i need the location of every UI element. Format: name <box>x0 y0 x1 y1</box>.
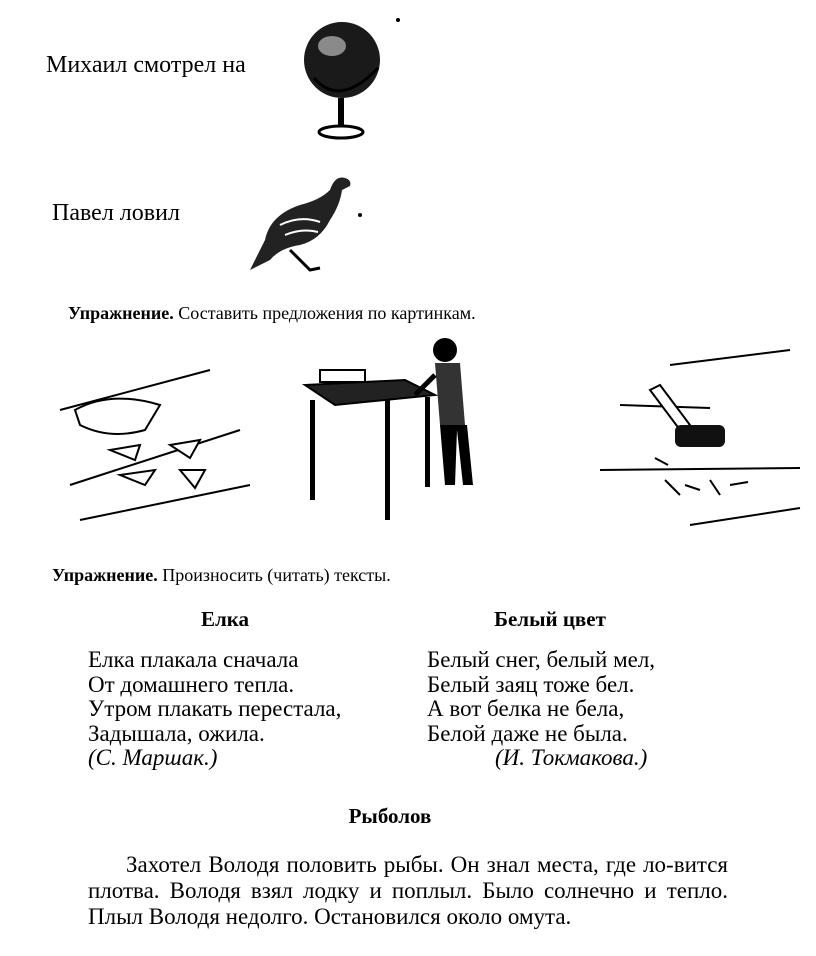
pigeon-icon <box>230 160 360 280</box>
story-title: Рыболов <box>348 804 432 828</box>
poem-2-line: Белой даже не была. <box>427 720 628 746</box>
hammer-and-nails-icon <box>600 340 800 530</box>
story-text <box>88 852 728 930</box>
poem-1 <box>88 648 341 771</box>
exercise-1 <box>68 303 476 324</box>
poem-1-line: Елка плакала сначала <box>88 647 299 672</box>
poem-2-line: А вот белка не бела, <box>427 696 625 721</box>
broken-plate-icon <box>50 370 250 520</box>
exercise-2-text: Произносить (читать) тексты. <box>157 565 391 585</box>
poem-1-line: Задышала, ожила. <box>88 720 265 746</box>
poem-2-line: Белый заяц тоже бел. <box>427 671 635 697</box>
sentence-1: Михаил смотрел на <box>46 52 246 78</box>
story-paragraph: Захотел Володя половить рыбы. Он знал места, где ло-вится плотва. Володя взял лодку и поплыл. Было солнечно и тепло. Плыл Володя недолго. Остановился около омута. <box>88 852 728 929</box>
poem-2 <box>427 648 655 771</box>
globe-icon <box>300 8 390 138</box>
poem-1-line: От домашнего тепла. <box>88 671 295 697</box>
poem-1-author: (С. Маршак.) <box>88 745 218 770</box>
poem-1-line: Утром плакать перестала, <box>88 696 342 721</box>
exercise-2-label: Упражнение. <box>52 565 158 585</box>
poem-2-line: Белый снег, белый мел, <box>427 647 656 672</box>
boy-at-table-icon <box>295 335 495 520</box>
exercise-1-label: Упражнение. <box>68 303 174 323</box>
exercise-1-text: Составить предложения по картинкам. <box>173 303 476 323</box>
sentence-2: Павел ловил <box>52 200 180 226</box>
poem-1-title: Елка <box>200 607 250 631</box>
exercise-2 <box>52 565 391 586</box>
poem-2-author: (И. Токмакова.) <box>495 745 648 770</box>
poem-2-title: Белый цвет <box>494 607 606 631</box>
